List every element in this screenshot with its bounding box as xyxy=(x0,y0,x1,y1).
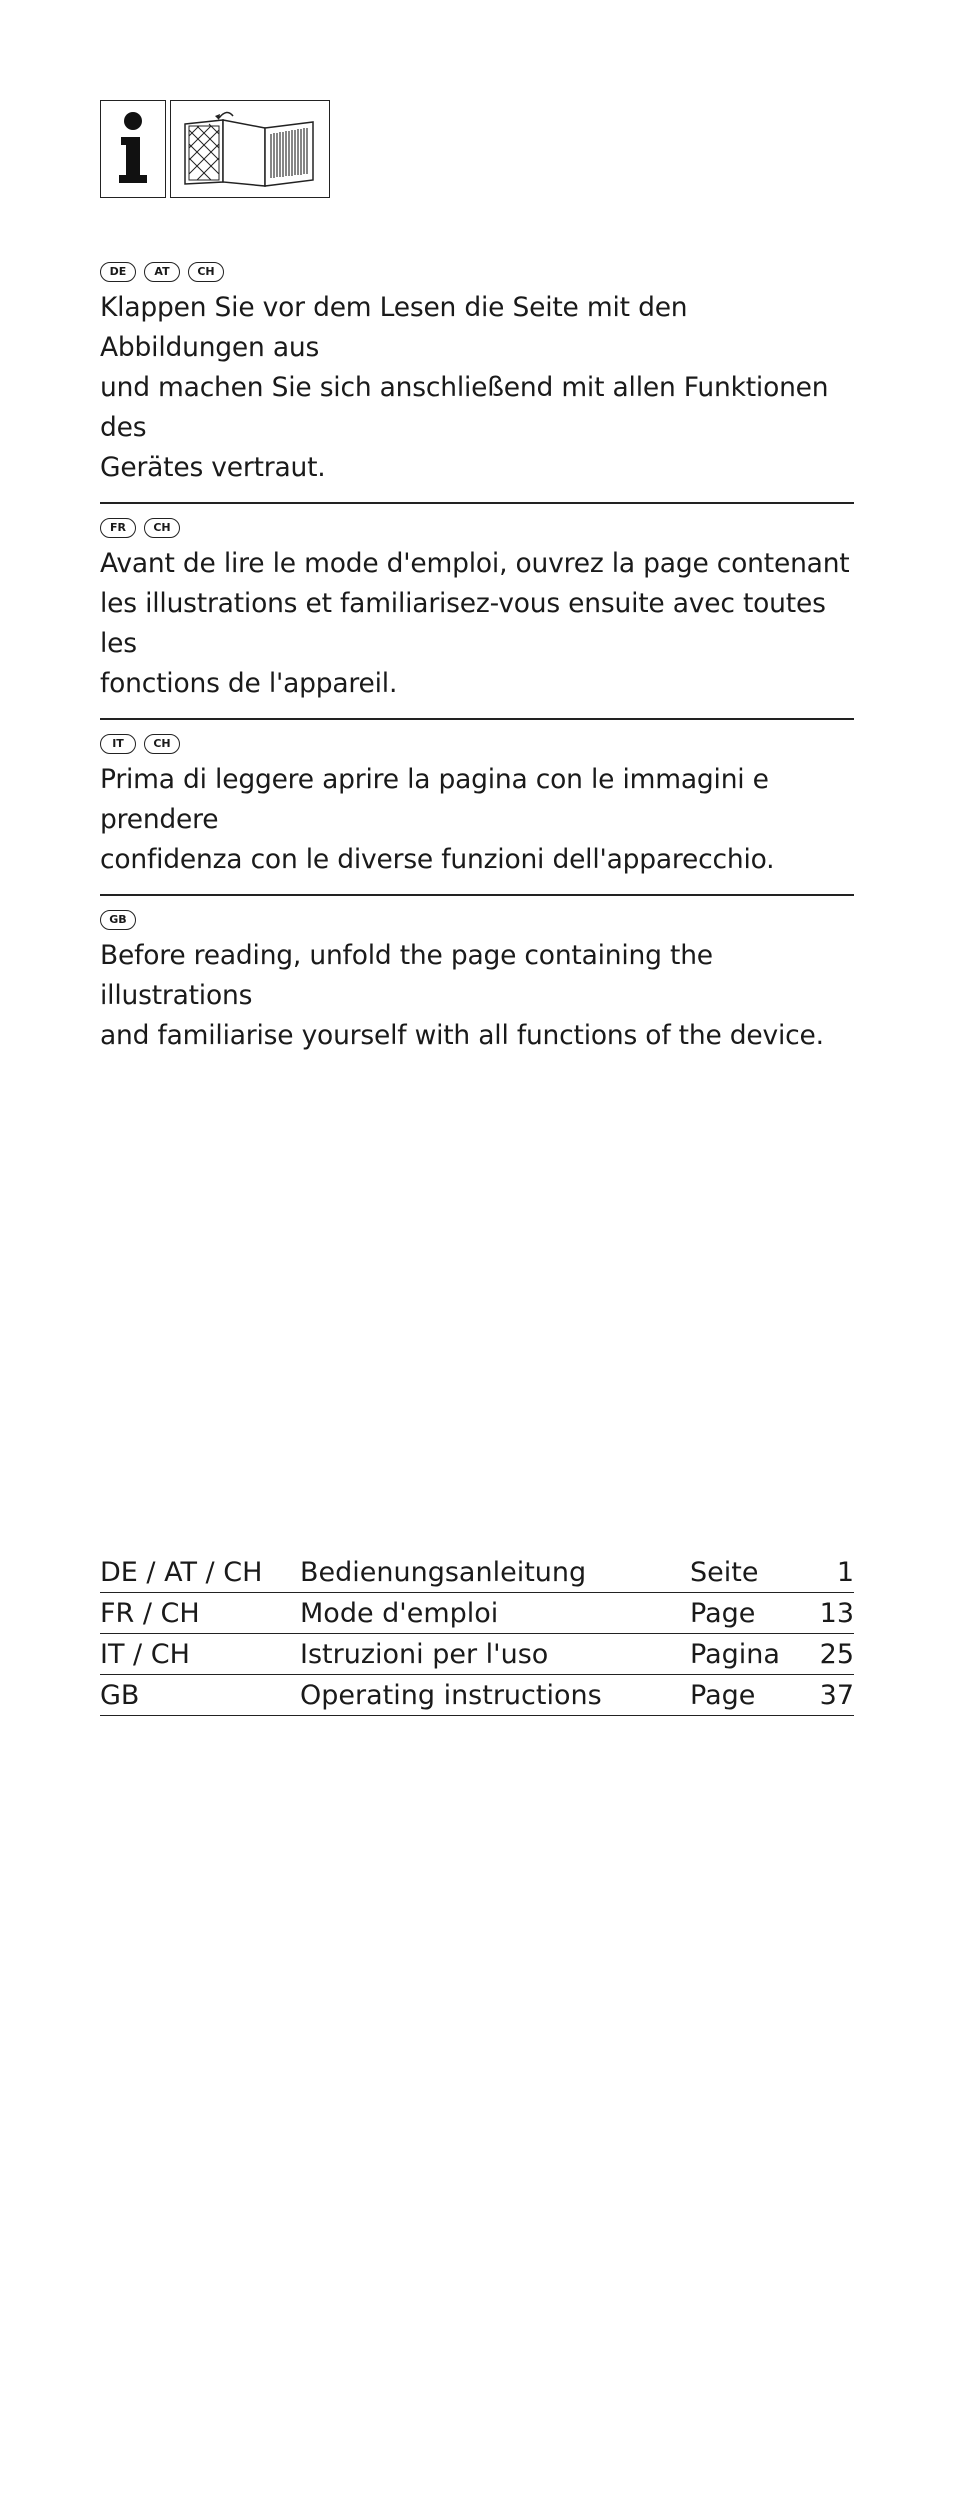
badge-ch: CH xyxy=(144,518,180,538)
toc-page-word: Pagina xyxy=(690,1634,800,1675)
toc-title: Operating instructions xyxy=(300,1675,690,1716)
toc-page-number: 37 xyxy=(800,1675,854,1716)
toc-title: Mode d'emploi xyxy=(300,1593,690,1634)
badge-at: AT xyxy=(144,262,180,282)
toc-page-number: 1 xyxy=(800,1552,854,1593)
section-gb xyxy=(100,910,854,1070)
badge-ch: CH xyxy=(188,262,224,282)
section-text: Prima di leggere aprire la pagina con le immagini e prendere confidenza con le diverse funzioni dell'apparecchio. xyxy=(100,764,775,875)
section-text: Before reading, unfold the page containing the illustrations and familiarise yourself with all functions of the device. xyxy=(100,940,824,1051)
section-text: Klappen Sie vor dem Lesen die Seite mit den Abbildungen aus und machen Sie sich anschließend mit allen Funktionen des Gerätes vertraut. xyxy=(100,292,829,483)
toc-language: FR / CH xyxy=(100,1593,300,1634)
toc-page-word: Page xyxy=(690,1675,800,1716)
badge-ch: CH xyxy=(144,734,180,754)
section-de xyxy=(100,262,854,504)
toc-language: GB xyxy=(100,1675,300,1716)
language-badges xyxy=(100,734,854,754)
toc-title: Istruzioni per l'uso xyxy=(300,1634,690,1675)
toc-language: IT / CH xyxy=(100,1634,300,1675)
toc-page-word: Seite xyxy=(690,1552,800,1593)
language-badges xyxy=(100,910,854,930)
language-badges xyxy=(100,518,854,538)
table-of-contents xyxy=(100,1552,854,1716)
info-icon xyxy=(100,100,166,198)
badge-de: DE xyxy=(100,262,136,282)
toc-page-number: 13 xyxy=(800,1593,854,1634)
header-icons xyxy=(100,100,330,201)
toc-row[interactable] xyxy=(100,1552,854,1593)
badge-fr: FR xyxy=(100,518,136,538)
badge-gb: GB xyxy=(100,910,136,930)
section-it xyxy=(100,734,854,896)
section-text: Avant de lire le mode d'emploi, ouvrez la page contenant les illustrations et familiarisez-vous ensuite avec toutes les fonctions de l'appareil. xyxy=(100,548,850,699)
fold-out-pages-icon xyxy=(170,100,330,198)
language-notes xyxy=(100,262,854,1084)
badge-it: IT xyxy=(100,734,136,754)
toc-row[interactable] xyxy=(100,1675,854,1716)
language-badges xyxy=(100,262,854,282)
info-glyph xyxy=(113,109,153,189)
toc-title: Bedienungsanleitung xyxy=(300,1552,690,1593)
section-fr xyxy=(100,518,854,720)
toc-row[interactable] xyxy=(100,1634,854,1675)
toc-language: DE / AT / CH xyxy=(100,1552,300,1593)
fold-out-pages-graphic xyxy=(175,104,325,194)
toc-page-number: 25 xyxy=(800,1634,854,1675)
toc-page-word: Page xyxy=(690,1593,800,1634)
toc-row[interactable] xyxy=(100,1593,854,1634)
